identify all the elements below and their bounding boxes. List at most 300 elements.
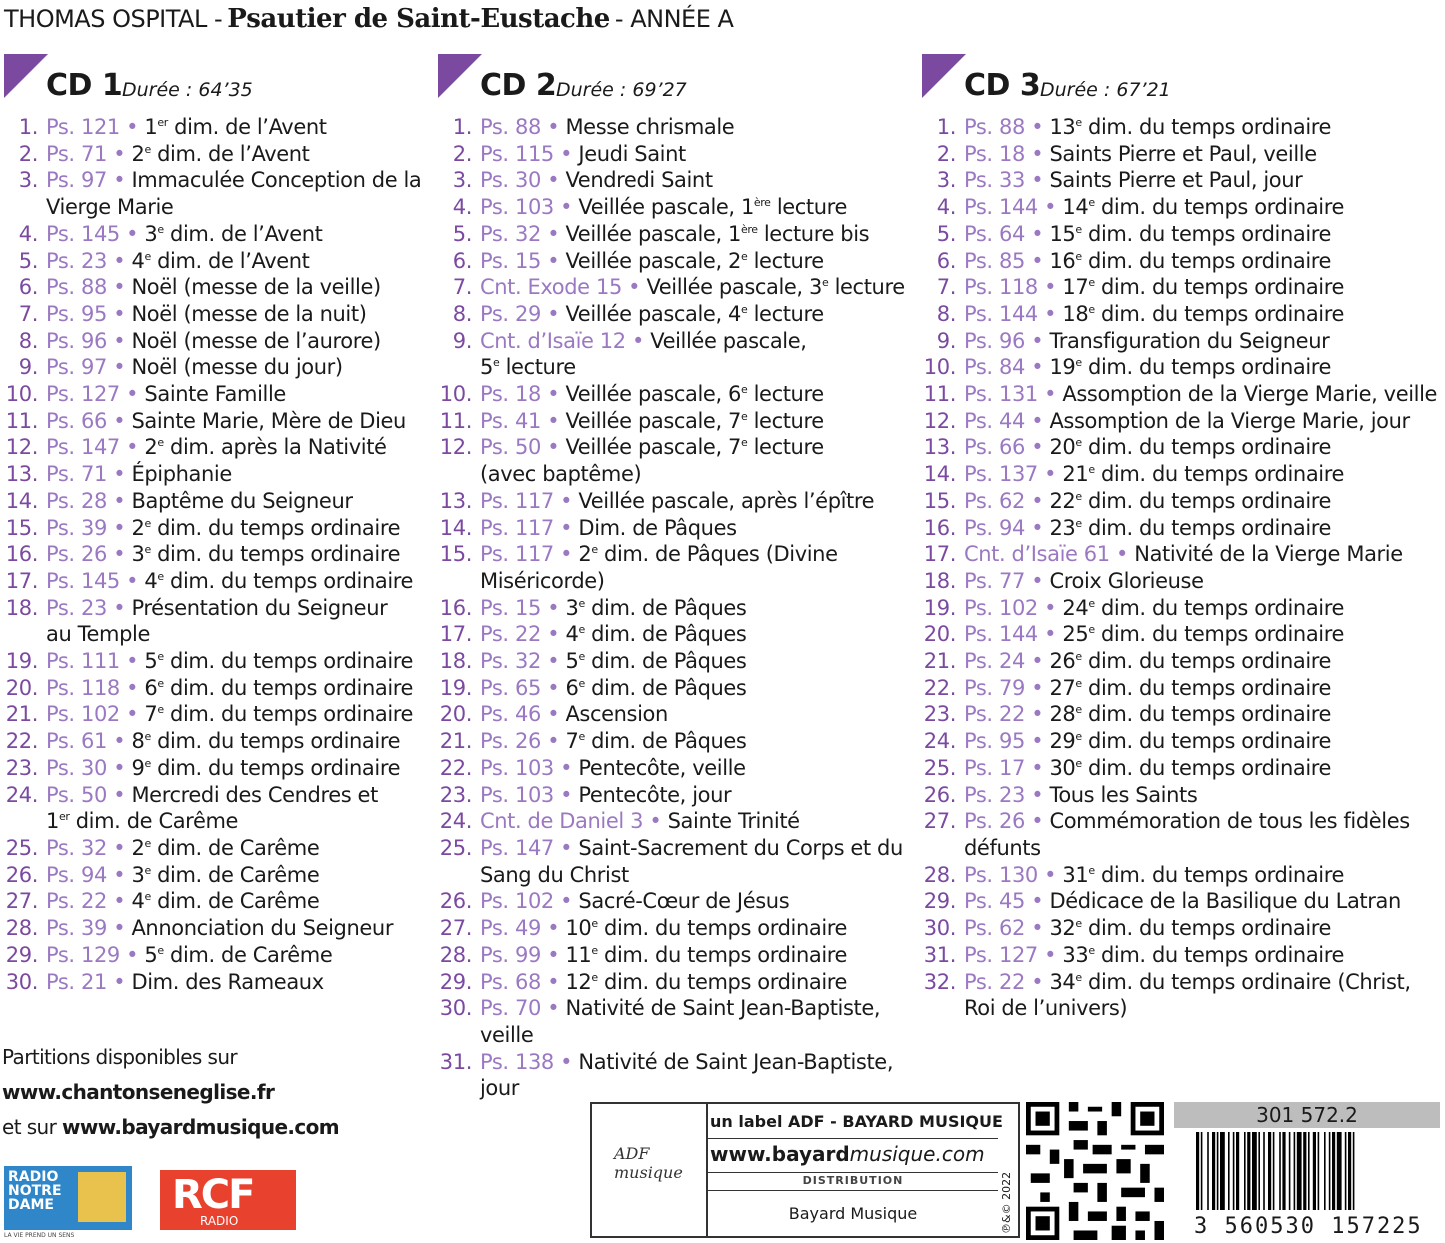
track-description: 2e dim. après la Nativité (144, 435, 387, 460)
track-item: 23. Ps. 30 • 9e dim. du temps ordinaire (5, 755, 401, 780)
psalm-ref: Ps. 23 (46, 595, 107, 620)
track-item: 8. Ps. 29 • Veillée pascale, 4e lecture (438, 301, 905, 328)
track-item: 9. Ps. 96 • Transfiguration du Seigneur (922, 328, 1437, 355)
psalm-ref: Ps. 64 (964, 221, 1025, 246)
track-number: 20. (5, 675, 38, 700)
track-item: 11. Ps. 131 • Assomption de la Vierge Marie, veille (923, 382, 1438, 407)
psalm-ref: Ps. 96 (964, 328, 1025, 353)
track-number: 29. (439, 969, 472, 994)
psalm-ref: Ps. 65 (480, 675, 541, 700)
track-number: 23. (5, 755, 38, 780)
track-number: 3. (936, 168, 956, 193)
psalm-ref: Ps. 130 (964, 862, 1038, 887)
track-item: 11. Ps. 41 • Veillée pascale, 7e lecture (439, 408, 824, 433)
cd-title: CD 1 (46, 68, 123, 103)
psalm-ref: Ps. 22 (480, 622, 541, 647)
track-item: 20. Ps. 46 • Ascension (439, 702, 668, 727)
track-description: Noël (messe du jour) (131, 355, 343, 380)
track-number: 6. (936, 248, 956, 273)
track-number: 13. (439, 488, 472, 513)
psalm-ref: Ps. 44 (964, 408, 1025, 433)
track-description: (avec baptême) (480, 462, 642, 487)
psalm-ref: Ps. 15 (480, 248, 541, 273)
psalm-ref: Ps. 26 (964, 809, 1025, 834)
track-number: 17. (439, 622, 472, 647)
track-item: 2. Ps. 115 • Jeudi Saint (438, 141, 905, 168)
track-description: 1er dim. de Carême (46, 809, 239, 834)
track-item: 5. Ps. 32 • Veillée pascale, 1ère lecture bis (438, 221, 905, 248)
track-number: 8. (452, 301, 472, 326)
psalm-ref: Ps. 30 (46, 755, 107, 780)
track-description: 17e dim. du temps ordinaire (1062, 275, 1345, 300)
track-item: 13. Ps. 66 • 20e dim. du temps ordinaire (923, 435, 1332, 460)
track-description: 7e dim. de Pâques (565, 729, 747, 754)
track-item: 27. Ps. 22 • 4e dim. de Carême (5, 889, 320, 914)
psalm-ref: Ps. 129 (46, 942, 120, 967)
psalm-ref: Ps. 30 (480, 168, 541, 193)
track-number: 6. (18, 275, 38, 300)
track-description: Assomption de la Vierge Marie, veille (1062, 382, 1438, 407)
track-item: 23. Ps. 103 • Pentecôte, jour (439, 782, 732, 807)
track-description: 14e dim. du temps ordinaire (1062, 195, 1345, 220)
track-number: 11. (5, 408, 38, 433)
track-description: veille (480, 1022, 534, 1047)
track-list (922, 114, 1437, 1022)
psalm-ref: Ps. 144 (964, 195, 1038, 220)
psalm-ref: Ps. 23 (964, 782, 1025, 807)
psalm-ref: Ps. 147 (46, 435, 120, 460)
track-item: 18. Ps. 32 • 5e dim. de Pâques (439, 649, 747, 674)
psalm-ref: Ps. 23 (46, 248, 107, 273)
psalm-ref: Ps. 145 (46, 221, 120, 246)
track-description: 3e dim. de Pâques (565, 595, 747, 620)
track-description: 5e dim. du temps ordinaire (144, 649, 414, 674)
track-item: 13. Ps. 71 • Épiphanie (5, 462, 232, 487)
psalm-ref: Ps. 102 (46, 702, 120, 727)
track-number: 30. (439, 996, 472, 1021)
psalm-ref: Ps. 15 (480, 595, 541, 620)
track-number: 31. (923, 942, 956, 967)
track-description: Dim. de Pâques (578, 515, 737, 540)
psalm-ref: Ps. 32 (480, 221, 541, 246)
track-item: 22. Ps. 103 • Pentecôte, veille (439, 755, 746, 780)
psalm-ref: Ps. 32 (46, 835, 107, 860)
track-item: 12. Ps. 147 • 2e dim. après la Nativité (5, 435, 387, 460)
track-item: 24. Cnt. de Daniel 3 • Sainte Trinité (439, 809, 800, 834)
album-year: - ANNÉE A (614, 5, 734, 33)
track-item: 9. Cnt. d’Isaïe 12 • Veillée pascale, 5e lecture (438, 328, 905, 381)
track-number: 21. (5, 702, 38, 727)
psalm-ref: Ps. 103 (480, 782, 554, 807)
track-number: 4. (452, 195, 472, 220)
track-description: 2e dim. de Pâques (Divine (578, 542, 838, 567)
track-item: 8. Ps. 96 • Noël (messe de l’aurore) (4, 328, 421, 355)
track-number: 27. (923, 809, 956, 834)
track-description: 30e dim. du temps ordinaire (1049, 755, 1332, 780)
barcode (1174, 1102, 1440, 1238)
track-description: 5e lecture (480, 355, 576, 380)
label-name: un label ADF - BAYARD MUSIQUE (710, 1112, 1003, 1131)
psalm-ref: Ps. 99 (480, 942, 541, 967)
track-item: 4. Ps. 145 • 3e dim. de l’Avent (4, 221, 421, 248)
catalog-number: 301 572.2 (1174, 1102, 1440, 1128)
track-description: Dédicace de la Basilique du Latran (1049, 889, 1401, 914)
track-item: 12. Ps. 44 • Assomption de la Vierge Marie, jour (923, 408, 1410, 433)
track-item: 17. Ps. 22 • 4e dim. de Pâques (439, 622, 747, 647)
track-description: Saint-Sacrement du Corps et du (578, 835, 903, 860)
track-number: 2. (936, 141, 956, 166)
track-number: 18. (923, 568, 956, 593)
track-description: 20e dim. du temps ordinaire (1049, 435, 1332, 460)
psalm-ref: Ps. 33 (964, 168, 1025, 193)
radio-notre-dame-logo (4, 1166, 132, 1239)
track-item: 29. Ps. 68 • 12e dim. du temps ordinaire (439, 969, 848, 994)
track-item: 27. Ps. 49 • 10e dim. du temps ordinaire (439, 916, 848, 941)
track-number: 23. (439, 782, 472, 807)
track-item: 21. Ps. 102 • 7e dim. du temps ordinaire (5, 702, 414, 727)
psalm-ref: Ps. 88 (46, 275, 107, 300)
track-number: 27. (5, 889, 38, 914)
track-number: 1. (936, 115, 956, 139)
scores-url-1[interactable]: www.chantonseneglise.fr (2, 1080, 275, 1104)
psalm-ref: Ps. 84 (964, 355, 1025, 380)
track-number: 26. (439, 889, 472, 914)
track-number: 25. (439, 835, 472, 860)
psalm-ref: Cnt. d’Isaïe 12 (480, 328, 626, 353)
track-description: Annonciation du Seigneur (131, 916, 394, 941)
track-item: 19. Ps. 65 • 6e dim. de Pâques (439, 675, 747, 700)
track-description: Nativité de la Vierge Marie (1134, 542, 1403, 567)
track-item: 24. Ps. 50 • Mercredi des Cendres et 1er dim. de Carême (4, 782, 421, 835)
track-item: 6. Ps. 85 • 16e dim. du temps ordinaire (922, 248, 1437, 275)
track-number: 25. (5, 835, 38, 860)
track-description: Veillée pascale, (650, 328, 807, 353)
track-description: 22e dim. du temps ordinaire (1049, 488, 1332, 513)
psalm-ref: Ps. 115 (480, 141, 554, 166)
track-item: 5. Ps. 23 • 4e dim. de l’Avent (4, 248, 421, 275)
track-item: 2. Ps. 18 • Saints Pierre et Paul, veille (922, 141, 1437, 168)
track-number: 15. (439, 542, 472, 567)
track-item: 9. Ps. 97 • Noël (messe du jour) (4, 354, 421, 381)
psalm-ref: Ps. 22 (964, 702, 1025, 727)
track-description: Veillée pascale, 1ère lecture bis (565, 221, 870, 246)
track-number: 7. (18, 301, 38, 326)
track-description: 2e dim. de Carême (131, 835, 320, 860)
cd-duration: Durée : 64’35 (122, 79, 253, 101)
track-number: 19. (5, 649, 38, 674)
track-item: 19. Ps. 102 • 24e dim. du temps ordinaire (923, 595, 1345, 620)
barcode-bars-icon (1194, 1132, 1434, 1214)
label-url[interactable]: www.bayardmusique.com (710, 1142, 985, 1166)
track-item: 10. Ps. 18 • Veillée pascale, 6e lecture (439, 382, 824, 407)
track-number: 16. (923, 515, 956, 540)
track-item: 8. Ps. 144 • 18e dim. du temps ordinaire (922, 301, 1437, 328)
psalm-ref: Ps. 118 (46, 675, 120, 700)
track-item: 30. Ps. 21 • Dim. des Rameaux (5, 969, 324, 994)
track-description: 13e dim. du temps ordinaire (1049, 115, 1332, 139)
adf-logo: ADF musique (614, 1144, 683, 1182)
track-number: 24. (439, 809, 472, 834)
track-number: 10. (439, 382, 472, 407)
track-description: 16e dim. du temps ordinaire (1049, 248, 1332, 273)
track-item: 25. Ps. 147 • Saint-Sacrement du Corps et du Sang du Christ (439, 835, 903, 887)
psalm-ref: Ps. 131 (964, 382, 1038, 407)
track-description: 29e dim. du temps ordinaire (1049, 729, 1332, 754)
track-item: 22. Ps. 61 • 8e dim. du temps ordinaire (5, 729, 401, 754)
track-description: Veillée pascale, après l’épître (578, 488, 875, 513)
track-description: Tous les Saints (1049, 782, 1198, 807)
psalm-ref: Ps. 71 (46, 462, 107, 487)
track-number: 25. (923, 755, 956, 780)
track-number: 26. (5, 862, 38, 887)
track-number: 4. (936, 195, 956, 220)
track-description: Nativité de Saint Jean-Baptiste, (565, 996, 881, 1021)
track-description: 32e dim. du temps ordinaire (1049, 916, 1332, 941)
cd-duration: Durée : 69’27 (556, 79, 687, 101)
track-description: 10e dim. du temps ordinaire (565, 916, 848, 941)
track-description: Veillée pascale, 7e lecture (565, 408, 824, 433)
psalm-ref: Ps. 117 (480, 488, 554, 513)
track-description: Veillée pascale, 1ère lecture (578, 195, 847, 220)
track-description: défunts (964, 835, 1041, 860)
divider (708, 1190, 998, 1191)
track-description: au Temple (46, 622, 150, 647)
track-description: 5e dim. de Carême (144, 942, 333, 967)
psalm-ref: Cnt. de Daniel 3 (480, 809, 644, 834)
track-description: Assomption de la Vierge Marie, jour (1049, 408, 1410, 433)
psalm-ref: Ps. 62 (964, 916, 1025, 941)
track-description: Jeudi Saint (578, 141, 686, 166)
artist-name: THOMAS OSPITAL - (4, 5, 223, 33)
track-item: 10. Ps. 127 • Sainte Famille (5, 382, 286, 407)
track-number: 10. (5, 382, 38, 407)
track-description: Immaculée Conception de la (131, 168, 422, 193)
track-description: Sang du Christ (480, 862, 629, 887)
scores-info (2, 1040, 339, 1145)
track-description: 34e dim. du temps ordinaire (Christ, (1049, 969, 1411, 994)
psalm-ref: Ps. 49 (480, 916, 541, 941)
psalm-ref: Ps. 94 (46, 862, 107, 887)
track-description: 4e dim. du temps ordinaire (144, 568, 414, 593)
psalm-ref: Ps. 68 (480, 969, 541, 994)
track-number: 7. (936, 275, 956, 300)
track-item: 15. Ps. 62 • 22e dim. du temps ordinaire (923, 488, 1332, 513)
track-item: 5. Ps. 64 • 15e dim. du temps ordinaire (922, 221, 1437, 248)
track-description: 21e dim. du temps ordinaire (1062, 462, 1345, 487)
track-number: 5. (936, 221, 956, 246)
track-description: 33e dim. du temps ordinaire (1062, 942, 1345, 967)
track-description: Noël (messe de la nuit) (131, 301, 367, 326)
track-number: 28. (923, 862, 956, 887)
track-description: Mercredi des Cendres et (131, 782, 378, 807)
track-item: 16. Ps. 26 • 3e dim. du temps ordinaire (5, 542, 401, 567)
track-item: 4. Ps. 103 • Veillée pascale, 1ère lecture (438, 194, 905, 221)
psalm-ref: Ps. 66 (46, 408, 107, 433)
track-description: 4e dim. de Pâques (565, 622, 747, 647)
track-item: 21. Ps. 24 • 26e dim. du temps ordinaire (923, 649, 1332, 674)
psalm-ref: Ps. 85 (964, 248, 1025, 273)
psalm-ref: Ps. 95 (964, 729, 1025, 754)
psalm-ref: Ps. 32 (480, 649, 541, 674)
track-description: 26e dim. du temps ordinaire (1049, 649, 1332, 674)
track-number: 7. (452, 275, 472, 300)
psalm-ref: Ps. 24 (964, 649, 1025, 674)
psalm-ref: Ps. 29 (480, 301, 541, 326)
track-number: 3. (452, 168, 472, 193)
track-description: 6e dim. de Pâques (565, 675, 747, 700)
track-item: 20. Ps. 144 • 25e dim. du temps ordinaire (923, 622, 1345, 647)
track-item: 17. Ps. 145 • 4e dim. du temps ordinaire (5, 568, 414, 593)
track-description: 3e dim. de Carême (131, 862, 320, 887)
track-description: 9e dim. du temps ordinaire (131, 755, 401, 780)
track-item: 6. Ps. 15 • Veillée pascale, 2e lecture (438, 248, 905, 275)
track-description: 1er dim. de l’Avent (144, 115, 327, 139)
track-description: 19e dim. du temps ordinaire (1049, 355, 1332, 380)
track-item: 22. Ps. 79 • 27e dim. du temps ordinaire (923, 675, 1332, 700)
track-description: 27e dim. du temps ordinaire (1049, 675, 1332, 700)
track-description: 18e dim. du temps ordinaire (1062, 301, 1345, 326)
track-item: 3. Ps. 30 • Vendredi Saint (438, 167, 905, 194)
track-description: 7e dim. du temps ordinaire (144, 702, 414, 727)
divider (708, 1172, 998, 1173)
track-item: 7. Cnt. Exode 15 • Veillée pascale, 3e lecture (438, 274, 905, 301)
scores-prefix: et sur (2, 1115, 57, 1139)
psalm-ref: Ps. 66 (964, 435, 1025, 460)
psalm-ref: Ps. 144 (964, 301, 1038, 326)
track-item: 15. Ps. 117 • 2e dim. de Pâques (Divine Miséricorde) (438, 541, 905, 594)
track-number: 11. (923, 382, 956, 407)
track-description: Transfiguration du Seigneur (1049, 328, 1330, 353)
track-item: 29. Ps. 129 • 5e dim. de Carême (5, 942, 333, 967)
track-description: 12e dim. du temps ordinaire (565, 969, 848, 994)
track-number: 11. (439, 408, 472, 433)
track-description: Saints Pierre et Paul, veille (1049, 141, 1317, 166)
track-item: 18. Ps. 23 • Présentation du Seigneur au Temple (4, 595, 421, 648)
track-item: 2. Ps. 71 • 2e dim. de l’Avent (4, 141, 421, 168)
track-number: 16. (5, 542, 38, 567)
triangle-icon (438, 54, 482, 98)
cathedral-icon (78, 1172, 126, 1222)
track-description: Miséricorde) (480, 568, 605, 593)
scores-line-2 (2, 1110, 339, 1145)
track-description: Veillée pascale, 2e lecture (565, 248, 824, 273)
track-description: 5e dim. de Pâques (565, 649, 747, 674)
psalm-ref: Cnt. d’Isaïe 61 (964, 542, 1110, 567)
track-number: 22. (923, 675, 956, 700)
copyright: ℗&© 2022 (1000, 1171, 1013, 1234)
psalm-ref: Ps. 77 (964, 568, 1025, 593)
scores-url-2[interactable]: www.bayardmusique.com (62, 1115, 340, 1139)
track-item: 14. Ps. 28 • Baptême du Seigneur (5, 488, 353, 513)
track-number: 12. (5, 435, 38, 460)
track-item: 16. Ps. 94 • 23e dim. du temps ordinaire (923, 515, 1332, 540)
psalm-ref: Ps. 127 (46, 382, 120, 407)
qr-code-icon[interactable] (1026, 1102, 1164, 1240)
psalm-ref: Ps. 97 (46, 355, 107, 380)
track-description: Veillée pascale, 4e lecture (565, 301, 824, 326)
track-description: 23e dim. du temps ordinaire (1049, 515, 1332, 540)
track-number: 12. (923, 408, 956, 433)
track-description: Dim. des Rameaux (131, 969, 324, 994)
track-description: Veillée pascale, 6e lecture (565, 382, 824, 407)
psalm-ref: Ps. 147 (480, 835, 554, 860)
psalm-ref: Ps. 28 (46, 488, 107, 513)
track-description: 2e dim. de l’Avent (131, 141, 310, 166)
psalm-ref: Ps. 50 (480, 435, 541, 460)
psalm-ref: Ps. 22 (46, 889, 107, 914)
track-number: 31. (439, 1049, 472, 1074)
track-number: 17. (923, 542, 956, 567)
distribution-heading: DISTRIBUTION (802, 1174, 904, 1187)
track-description: jour (480, 1076, 520, 1101)
track-item: 31. Ps. 138 • Nativité de Saint Jean-Baptiste, jour (438, 1049, 905, 1102)
track-item: 28. Ps. 39 • Annonciation du Seigneur (5, 916, 394, 941)
track-number: 14. (5, 488, 38, 513)
track-item: 24. Ps. 95 • 29e dim. du temps ordinaire (923, 729, 1332, 754)
track-item: 10. Ps. 84 • 19e dim. du temps ordinaire (923, 355, 1332, 380)
track-description: Présentation du Seigneur (131, 595, 388, 620)
track-description: Pentecôte, jour (578, 782, 732, 807)
track-description: 31e dim. du temps ordinaire (1062, 862, 1345, 887)
psalm-ref: Ps. 46 (480, 702, 541, 727)
track-item: 15. Ps. 39 • 2e dim. du temps ordinaire (5, 515, 401, 540)
track-description: Messe chrismale (565, 115, 735, 139)
track-list (438, 114, 905, 1102)
track-item: 12. Ps. 50 • Veillée pascale, 7e lecture (avec baptême) (438, 434, 905, 487)
track-item: 1. Ps. 121 • 1er dim. de l’Avent (4, 114, 421, 141)
scores-line: Partitions disponibles sur (2, 1045, 238, 1069)
psalm-ref: Ps. 21 (46, 969, 107, 994)
track-number: 19. (439, 675, 472, 700)
track-number: 24. (5, 782, 38, 807)
track-description: Sainte Marie, Mère de Dieu (131, 408, 406, 433)
track-number: 30. (5, 969, 38, 994)
cd-title: CD 3 (964, 68, 1041, 103)
track-description: Nativité de Saint Jean-Baptiste, (578, 1049, 894, 1074)
track-number: 5. (18, 248, 38, 273)
track-number: 1. (18, 115, 38, 139)
track-number: 28. (5, 916, 38, 941)
psalm-ref: Ps. 88 (964, 115, 1025, 139)
track-description: Noël (messe de la veille) (131, 275, 381, 300)
psalm-ref: Ps. 39 (46, 916, 107, 941)
track-number: 9. (452, 328, 472, 353)
track-number: 5. (452, 221, 472, 246)
track-description: Pentecôte, veille (578, 755, 746, 780)
psalm-ref: Ps. 61 (46, 729, 107, 754)
track-description: Ascension (565, 702, 668, 727)
track-description: Épiphanie (131, 462, 232, 487)
track-item: 32. Ps. 22 • 34e dim. du temps ordinaire (Christ, Roi de l’univers) (922, 969, 1437, 1022)
triangle-icon (4, 54, 48, 98)
psalm-ref: Ps. 97 (46, 168, 107, 193)
track-item: 30. Ps. 62 • 32e dim. du temps ordinaire (923, 916, 1332, 941)
track-item: 3. Ps. 97 • Immaculée Conception de la Vierge Marie (4, 167, 421, 220)
track-item: 31. Ps. 127 • 33e dim. du temps ordinaire (923, 942, 1345, 967)
track-number: 18. (5, 595, 38, 620)
track-number: 10. (923, 355, 956, 380)
track-item: 3. Ps. 33 • Saints Pierre et Paul, jour (922, 167, 1437, 194)
psalm-ref: Ps. 102 (480, 889, 554, 914)
track-number: 3. (18, 168, 38, 193)
psalm-ref: Ps. 145 (46, 568, 120, 593)
track-number: 8. (18, 328, 38, 353)
psalm-ref: Ps. 103 (480, 755, 554, 780)
rnd-tagline: LA VIE PREND UN SENS (4, 1232, 75, 1239)
track-description: 11e dim. du temps ordinaire (565, 942, 848, 967)
track-number: 2. (18, 141, 38, 166)
divider (708, 1138, 998, 1139)
